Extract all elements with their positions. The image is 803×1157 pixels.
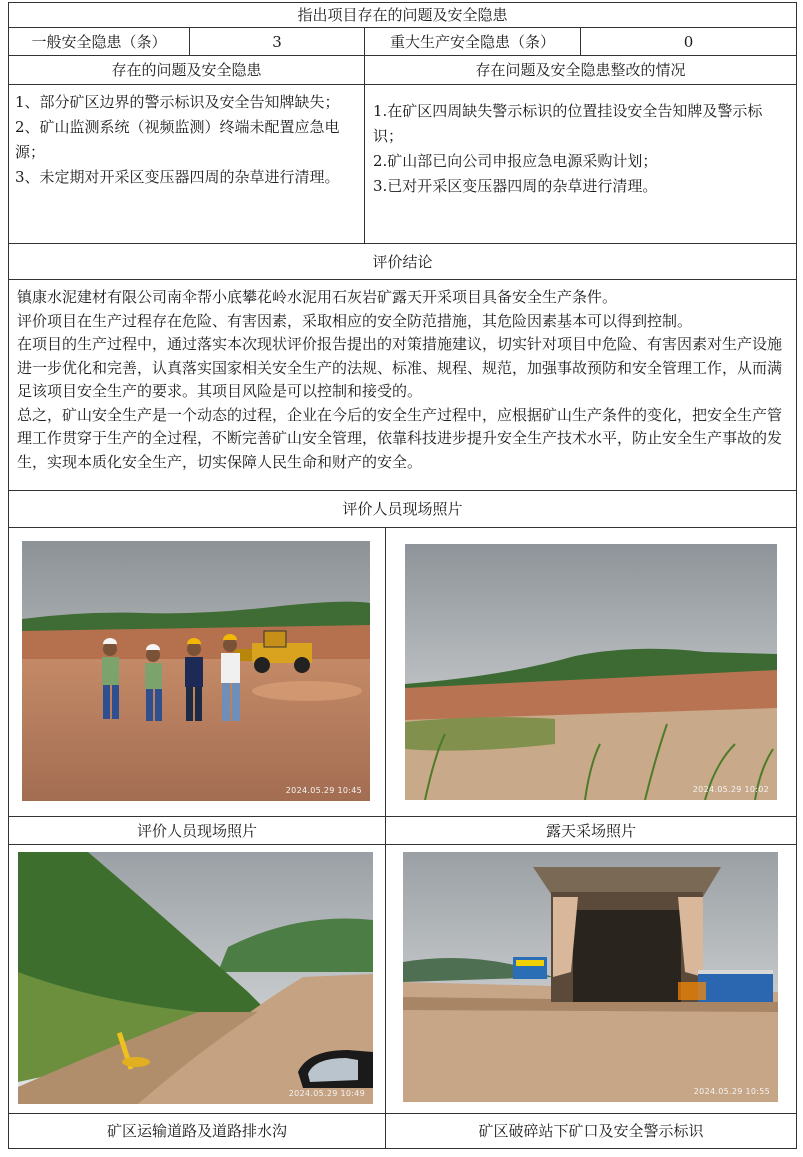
staff-site-photo <box>22 541 370 801</box>
photo-timestamp: 2024.05.29 10:45 <box>285 786 362 795</box>
existing-issues-text: 1、部分矿区边界的警示标识及安全告知牌缺失； 2、矿山监测系统（视频监测）终端未配置应急电源； 3、未定期对开采区变压器四周的杂草进行清理。 <box>8 84 365 244</box>
road-photo <box>18 852 373 1104</box>
conclusion-paragraph: 总之，矿山安全生产是一个动态的过程，企业在今后的安全生产过程中，应根据矿山生产条件的变化，把安全生产管理工作贯穿于生产的全过程，不断完善矿山安全管理，依靠科技进步提升安全生产技术水平，防止安全生产事故的发生，实现本质化安全生产，切实保障人民生命和财产的安全。 <box>17 405 783 471</box>
photo-timestamp: 2024.05.29 10:55 <box>693 1087 770 1096</box>
photo-timestamp: 2024.05.29 10:02 <box>692 785 769 794</box>
major-hazard-label: 重大生产安全隐患（条） <box>364 27 581 56</box>
photo-caption: 矿区破碎站下矿口及安全警示标识 <box>385 1113 797 1149</box>
conclusion-paragraph: 镇康水泥建材有限公司南伞帮小底攀花岭水泥用石灰岩矿露天开采项目具备安全生产条件。 <box>17 288 618 306</box>
conclusion-paragraph: 评价项目在生产过程存在危险、有害因素，采取相应的安全防范措施，其危险因素基本可以得到控制。 <box>17 311 693 330</box>
report-page <box>8 2 797 1149</box>
issues-section-title: 指出项目存在的问题及安全隐患 <box>8 2 797 28</box>
photo-caption: 矿区运输道路及道路排水沟 <box>8 1113 386 1149</box>
general-hazard-label: 一般安全隐患（条） <box>8 27 190 56</box>
photo-caption: 露天采场照片 <box>385 816 797 845</box>
crusher-station-photo <box>403 852 778 1102</box>
general-hazard-count: 3 <box>189 27 365 56</box>
rectification-text: 1.在矿区四周缺失警示标识的位置挂设安全告知牌及警示标识； 2.矿山部已向公司申报应急电源采购计划； 3.已对开采区变压器四周的杂草进行清理。 <box>364 84 797 244</box>
existing-issues-header: 存在的问题及安全隐患 <box>8 55 365 85</box>
conclusion-header: 评价结论 <box>8 243 797 280</box>
photos-header: 评价人员现场照片 <box>8 490 797 528</box>
conclusion-body <box>8 279 797 491</box>
conclusion-paragraph: 在项目的生产过程中，通过落实本次现状评价报告提出的对策措施建议，切实针对项目中危险、有害因素对生产设施进一步优化和完善，认真落实国家相关安全生产的法规、标准、规程、规范，加强事故预防和安全管理工作，从而满足该项目安全生产的要求。其项目风险是可以控制和接受的。 <box>17 335 783 400</box>
open-pit-photo <box>405 544 777 800</box>
major-hazard-count: 0 <box>580 27 797 56</box>
photo-caption: 评价人员现场照片 <box>8 816 386 845</box>
rectification-header: 存在问题及安全隐患整改的情况 <box>364 55 797 85</box>
photo-timestamp: 2024.05.29 10:49 <box>288 1089 365 1098</box>
